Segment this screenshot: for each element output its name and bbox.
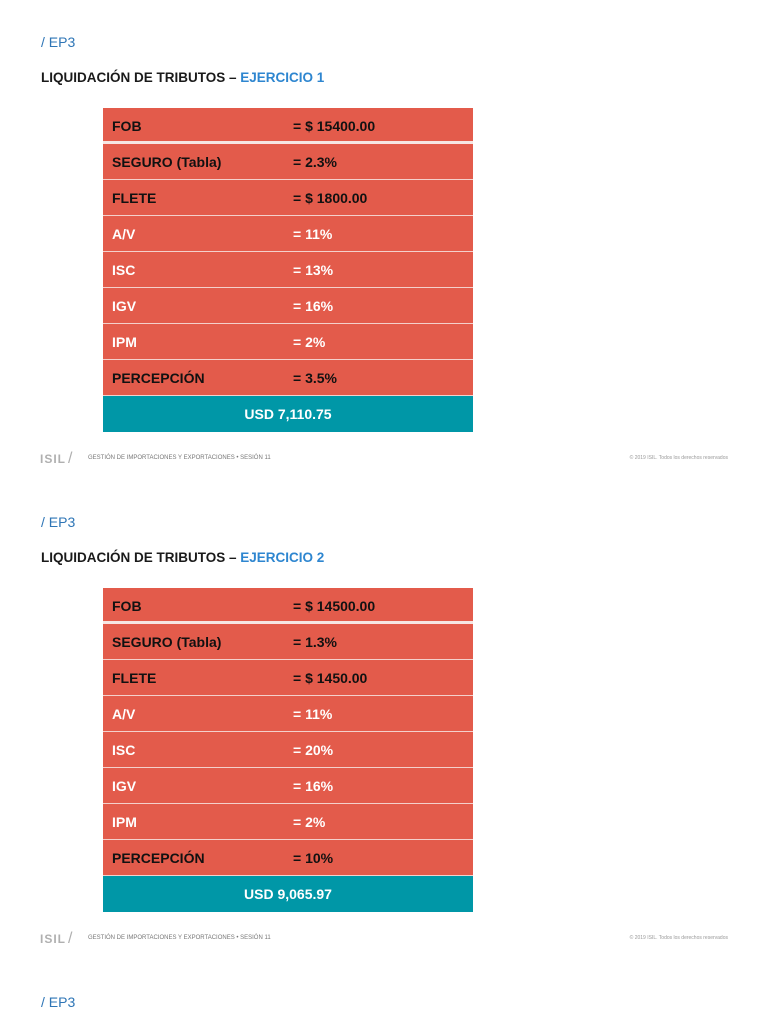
title-prefix: LIQUIDACIÓN DE TRIBUTOS – (41, 550, 241, 565)
row-value: = $ 1450.00 (293, 670, 368, 686)
logo-slash-icon: / (68, 930, 73, 947)
row-label: ISC (112, 262, 136, 278)
row-label: IPM (112, 814, 137, 830)
slide-3 (0, 960, 768, 1024)
isil-logo: ISIL (40, 932, 67, 946)
row-value: = 2.3% (293, 154, 337, 170)
row-label: FLETE (112, 190, 157, 206)
total-row: USD 7,110.75 (103, 396, 473, 432)
isil-logo: ISIL (40, 452, 67, 466)
table-row (103, 588, 473, 624)
row-label: FLETE (112, 670, 157, 686)
slide-title (41, 70, 324, 85)
footer-copyright: © 2019 ISIL. Todos los derechos reservados (629, 935, 728, 941)
title-accent: EJERCICIO 2 (240, 550, 325, 565)
row-value: = $ 14500.00 (293, 598, 376, 614)
title-prefix: LIQUIDACIÓN DE TRIBUTOS – (41, 70, 241, 85)
table-row (103, 804, 473, 840)
section-tag: / EP3 (41, 994, 76, 1010)
table-row (103, 624, 473, 660)
row-label: SEGURO (Tabla) (112, 154, 222, 170)
slide-1 (0, 0, 768, 480)
row-label: IPM (112, 334, 137, 350)
footer (40, 452, 730, 472)
table-row (103, 216, 473, 252)
row-value: = 11% (293, 226, 333, 242)
table-row (103, 660, 473, 696)
table-row (103, 360, 473, 396)
footer (40, 932, 730, 952)
row-label: A/V (112, 226, 136, 242)
row-label: PERCEPCIÓN (112, 850, 205, 866)
title-accent: EJERCICIO 1 (240, 70, 325, 85)
footer-copyright: © 2019 ISIL. Todos los derechos reservados (629, 455, 728, 461)
table-row (103, 288, 473, 324)
section-tag: / EP3 (41, 34, 76, 50)
table-row (103, 768, 473, 804)
row-label: IGV (112, 778, 137, 794)
row-label: ISC (112, 742, 136, 758)
table-row (103, 840, 473, 876)
table-row (103, 144, 473, 180)
row-value: = 16% (293, 298, 334, 314)
logo-slash-icon: / (68, 450, 73, 467)
row-label: PERCEPCIÓN (112, 370, 205, 386)
tribute-table (103, 588, 473, 912)
table-row (103, 696, 473, 732)
row-value: = $ 1800.00 (293, 190, 368, 206)
section-tag: / EP3 (41, 514, 76, 530)
row-label: FOB (112, 598, 142, 614)
row-value: = 11% (293, 706, 333, 722)
row-value: = 13% (293, 262, 334, 278)
tribute-table (103, 108, 473, 432)
total-row: USD 9,065.97 (103, 876, 473, 912)
slide-title (41, 550, 324, 565)
row-label: FOB (112, 118, 142, 134)
row-label: A/V (112, 706, 136, 722)
row-value: = 10% (293, 850, 334, 866)
row-value: = 2% (293, 814, 326, 830)
row-value: = 1.3% (293, 634, 337, 650)
footer-course: GESTIÓN DE IMPORTACIONES Y EXPORTACIONES • SESIÓN 11 (88, 935, 271, 941)
table-row (103, 324, 473, 360)
row-value: = 3.5% (293, 370, 337, 386)
row-value: = $ 15400.00 (293, 118, 376, 134)
slide-2 (0, 480, 768, 960)
row-label: SEGURO (Tabla) (112, 634, 222, 650)
row-value: = 16% (293, 778, 334, 794)
table-row (103, 732, 473, 768)
table-row (103, 180, 473, 216)
row-value: = 20% (293, 742, 334, 758)
table-row (103, 252, 473, 288)
footer-course: GESTIÓN DE IMPORTACIONES Y EXPORTACIONES • SESIÓN 11 (88, 455, 271, 461)
row-label: IGV (112, 298, 137, 314)
table-row (103, 108, 473, 144)
row-value: = 2% (293, 334, 326, 350)
